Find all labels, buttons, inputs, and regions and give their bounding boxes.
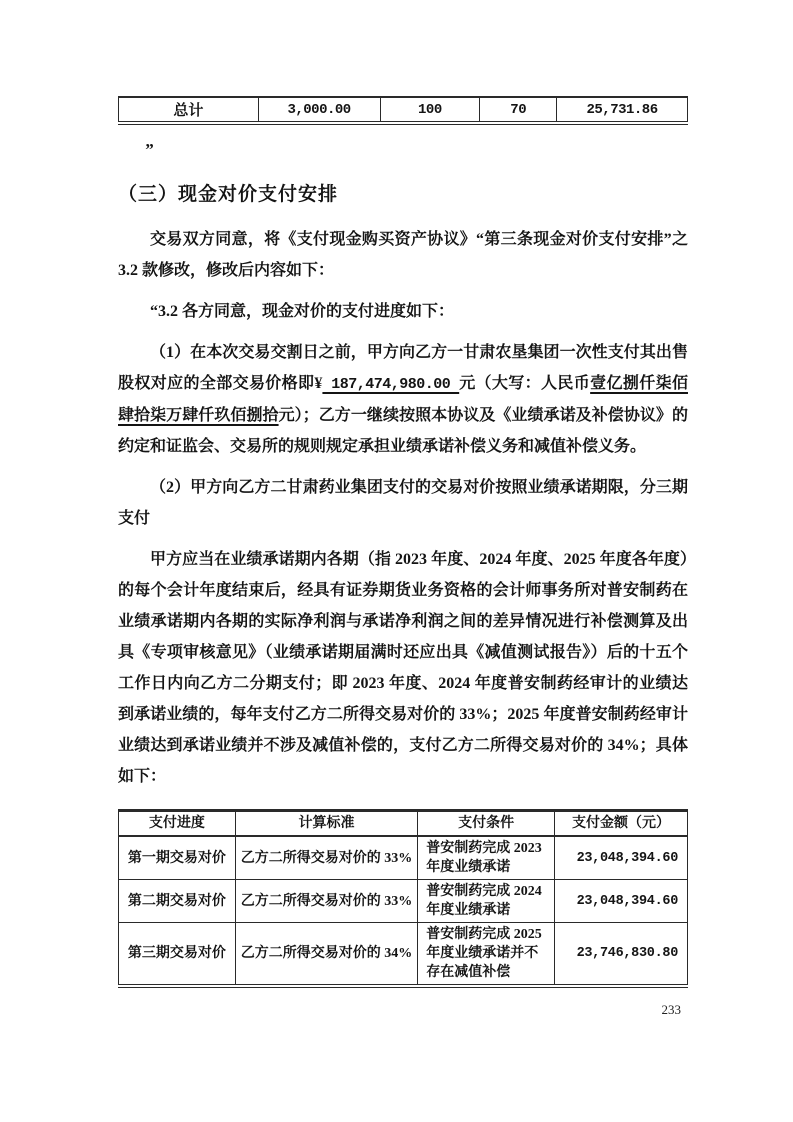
- paragraph-performance: 甲方应当在业绩承诺期内各期（指 2023 年度、2024 年度、2025 年度各年度）的每个会计年度结束后，经具有证券期货业务资格的会计师事务所对普安制药在业绩承诺期内各期的实际净利润与承诺净利润之间的差异情况进行补偿测算及出具《专项审核意见》（业绩承诺期届满时还应出具《减值测试报告》）后的十五个工作日内向乙方二分期支付；即 2023 年度、2024 年度普安制药经审计的业绩达到承诺业绩的，每年支付乙方二所得交易对价的 33%；2025 年度普安制药经审计业绩达到承诺业绩并不涉及减值补偿的，支付乙方二所得交易对价的 34%；具体如下：: [118, 551, 688, 785]
- phase-cell: 第三期交易对价: [119, 923, 236, 987]
- amount-cell: 23,048,394.60: [555, 836, 688, 880]
- schedule-row: [119, 923, 688, 987]
- schedule-row: [119, 836, 688, 880]
- phase-cell: 第二期交易对价: [119, 880, 236, 923]
- phase-cell: 第一期交易对价: [119, 836, 236, 880]
- section-heading: （三）现金对价支付安排: [118, 184, 339, 205]
- total-value-cell: 25,731.86: [557, 97, 688, 123]
- item1-text: （1）在本次交易交割日之前，甲方向乙方一甘肃农垦集团一次性支付其出售股权对应的全部交易价格即¥: [118, 344, 688, 392]
- total-row: [119, 97, 688, 123]
- paragraph-intro: 交易双方同意，将《支付现金购买资产协议》“第三条现金对价支付安排”之 3.2 款修改，修改后内容如下：: [118, 231, 688, 279]
- header-cell-condition: 支付条件: [418, 811, 555, 837]
- standard-cell: 乙方二所得交易对价的 33%: [235, 880, 418, 923]
- condition-cell: 普安制药完成 2024 年度业绩承诺: [418, 880, 555, 923]
- standard-cell: 乙方二所得交易对价的 33%: [235, 836, 418, 880]
- summary-total-table: [118, 96, 688, 125]
- closing-quote: ”: [145, 140, 154, 159]
- total-value-cell: 100: [380, 97, 480, 123]
- header-cell-standard: 计算标准: [235, 811, 418, 837]
- standard-cell: 乙方二所得交易对价的 34%: [235, 923, 418, 987]
- amount-cell: 23,048,394.60: [555, 880, 688, 923]
- paragraph-clause-32: “3.2 各方同意，现金对价的支付进度如下：: [150, 303, 455, 320]
- total-value-cell: 3,000.00: [258, 97, 380, 123]
- amount-in-words: 壹亿捌仟柒佰肆拾柒万肆仟玖佰捌拾: [118, 375, 688, 424]
- amount-cell: 23,746,830.80: [555, 923, 688, 987]
- header-cell-phase: 支付进度: [119, 811, 236, 837]
- page-content: [118, 0, 688, 988]
- page-number: 233: [661, 1002, 681, 1017]
- condition-cell: 普安制药完成 2023 年度业绩承诺: [418, 836, 555, 880]
- total-value-cell: 70: [480, 97, 557, 123]
- paragraph-item-1: [118, 337, 688, 462]
- payment-schedule-table: [118, 809, 688, 988]
- condition-cell: 普安制药完成 2025 年度业绩承诺并不存在减值补偿: [418, 923, 555, 987]
- schedule-row: [119, 880, 688, 923]
- item1-text: 元）；乙方一继续按照本协议及《业绩承诺及补偿协议》的约定和证监会、交易所的规则规定承担业绩承诺补偿义务和减值补偿义务。: [118, 407, 688, 455]
- item1-text: 元（大写：人民币: [459, 375, 591, 392]
- amount-figure: 187,474,980.00: [322, 376, 460, 393]
- header-cell-amount: 支付金额（元）: [555, 811, 688, 837]
- paragraph-item-2: （2）甲方向乙方二甘肃药业集团支付的交易对价按照业绩承诺期限，分三期支付: [118, 479, 688, 527]
- total-label-cell: 总计: [119, 97, 259, 123]
- schedule-header-row: [119, 811, 688, 837]
